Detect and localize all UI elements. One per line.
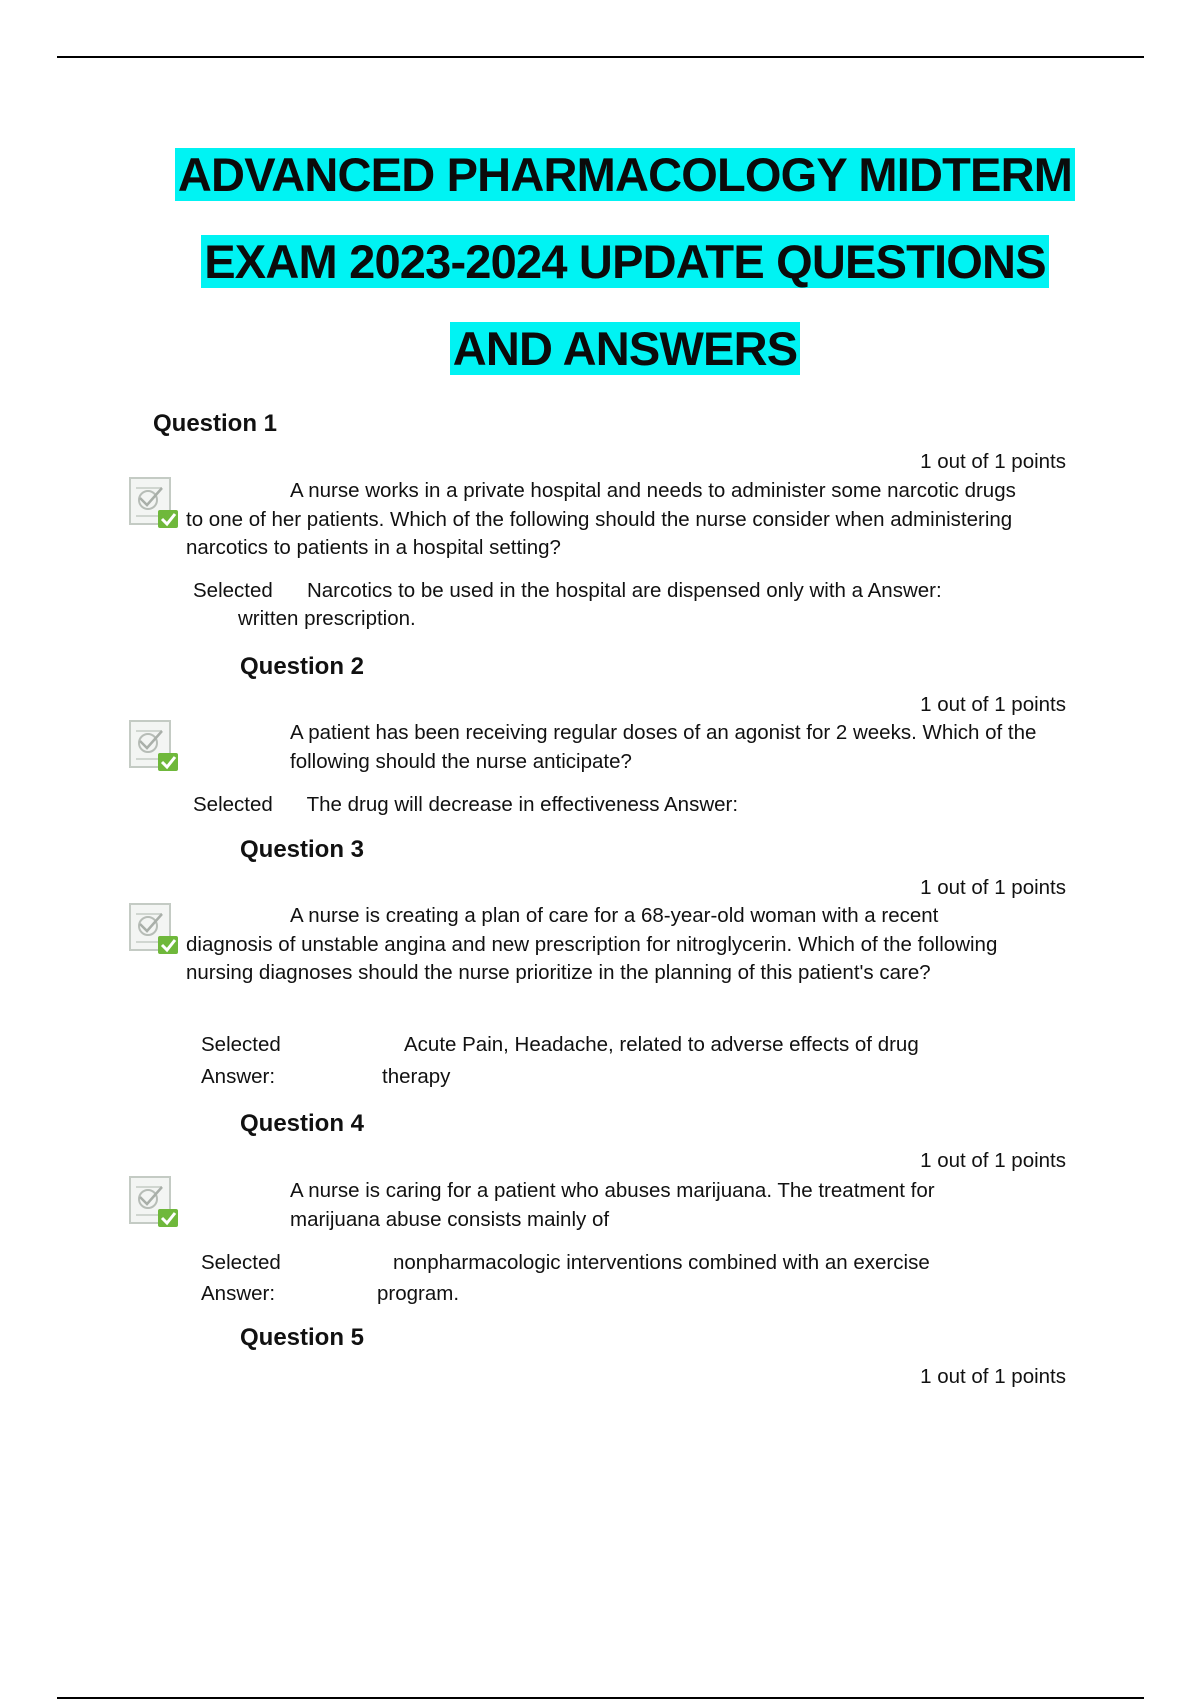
- question-4-answer-text: nonpharmacologic interventions combined with an exercise: [393, 1251, 930, 1274]
- question-3-heading: Question 3: [240, 836, 365, 863]
- question-3-answer-label: Answer:: [201, 1065, 276, 1088]
- question-2-heading: Question 2: [240, 653, 365, 680]
- question-4-heading: Question 4: [240, 1110, 365, 1137]
- question-3-points: 1 out of 1 points: [920, 876, 1066, 899]
- graded-correct-icon: [128, 474, 182, 530]
- question-3-answer-text: Acute Pain, Headache, related to adverse effects of drug: [404, 1033, 919, 1056]
- title-line-2: EXAM 2023-2024 UPDATE QUESTIONS: [201, 235, 1049, 288]
- graded-correct-icon: [128, 717, 182, 773]
- question-4-selected-label: Selected: [201, 1251, 281, 1274]
- question-1-text: A nurse works in a private hospital and needs to administer some narcotic drugs to one of her patients. Which of the following should the nurse consider when administering narcotics to patients in a hospital setting?: [186, 479, 1016, 559]
- question-1-answer-continuation: written prescription.: [238, 607, 416, 630]
- question-2-points: 1 out of 1 points: [920, 693, 1066, 716]
- question-2-selected-answer: Selected The drug will decrease in effectiveness Answer:: [193, 793, 739, 816]
- question-5-heading: Question 5: [240, 1324, 365, 1351]
- top-rule: [57, 56, 1144, 58]
- question-5-points: 1 out of 1 points: [920, 1365, 1066, 1388]
- title-line-3: AND ANSWERS: [450, 322, 801, 375]
- title-line-1: ADVANCED PHARMACOLOGY MIDTERM: [175, 148, 1075, 201]
- document-title: [100, 140, 1150, 401]
- question-1-points: 1 out of 1 points: [920, 450, 1066, 473]
- bottom-rule: [57, 1697, 1144, 1699]
- question-4-points: 1 out of 1 points: [920, 1149, 1066, 1172]
- question-4-answer-continuation: program.: [377, 1282, 460, 1305]
- question-2-text: A patient has been receiving regular doses of an agonist for 2 weeks. Which of the following should the nurse anticipate?: [290, 721, 1037, 773]
- question-3-answer-continuation: therapy: [382, 1065, 451, 1088]
- question-4-answer-label: Answer:: [201, 1282, 276, 1305]
- question-3-selected-label: Selected: [201, 1033, 281, 1056]
- question-3-text: A nurse is creating a plan of care for a 68-year-old woman with a recent diagnosis of unstable angina and new prescription for nitroglycerin. Which of the following nursing diagnoses should the nurse prioritize in the planning of this patient's care?: [186, 904, 998, 984]
- question-1-heading: Question 1: [153, 410, 278, 437]
- graded-correct-icon: [128, 900, 182, 956]
- graded-correct-icon: [128, 1173, 182, 1229]
- question-1-selected-answer: Selected Narcotics to be used in the hospital are dispensed only with a Answer:: [193, 579, 942, 602]
- question-4-text: A nurse is caring for a patient who abuses marijuana. The treatment for marijuana abuse consists mainly of: [290, 1179, 935, 1231]
